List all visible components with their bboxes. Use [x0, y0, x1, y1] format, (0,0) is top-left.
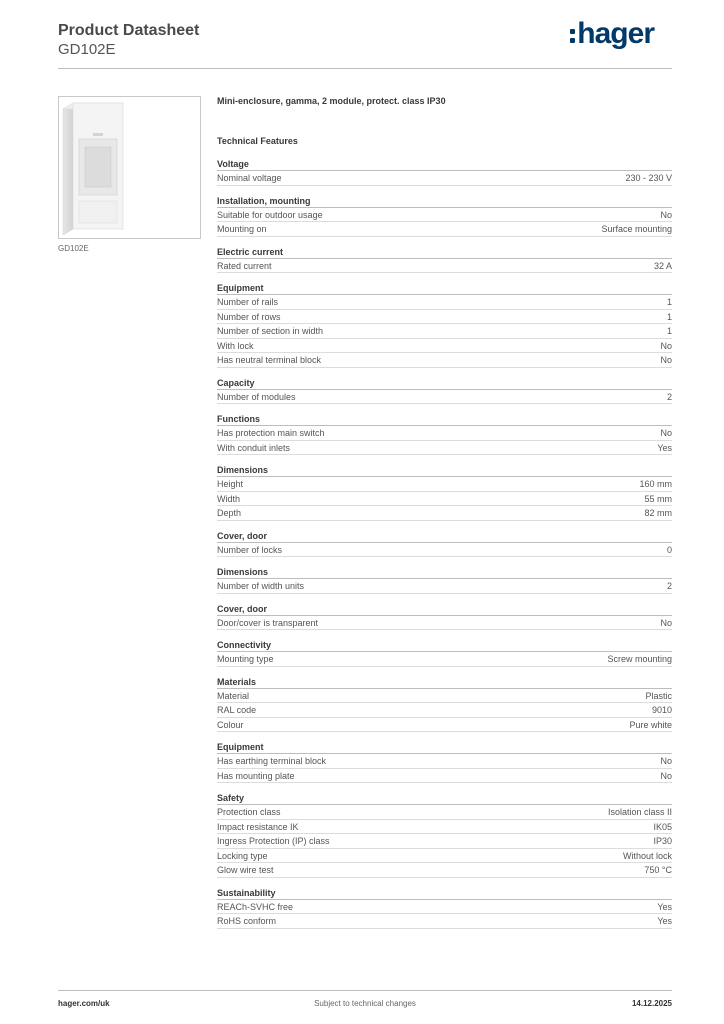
feature-row — [217, 259, 672, 274]
section-title: Voltage — [217, 157, 672, 171]
logo-dots-icon — [570, 29, 575, 43]
feature-label: RoHS conform — [217, 916, 277, 926]
feature-sections — [217, 157, 672, 929]
feature-section — [217, 565, 672, 594]
feature-value: 55 mm — [644, 493, 672, 504]
feature-row — [217, 339, 672, 354]
feature-label: Has protection main switch — [217, 428, 325, 438]
feature-value: Plastic — [645, 690, 672, 701]
section-title: Connectivity — [217, 638, 672, 652]
feature-row — [217, 310, 672, 325]
feature-label: Number of modules — [217, 391, 296, 402]
feature-value: Yes — [657, 442, 672, 453]
feature-row — [217, 689, 672, 704]
feature-label: Door/cover is transparent — [217, 617, 319, 628]
feature-value: Yes — [657, 901, 672, 912]
feature-label: Glow wire test — [217, 865, 274, 875]
feature-section — [217, 245, 672, 274]
feature-value: 82 mm — [644, 508, 672, 518]
feature-row — [217, 477, 672, 492]
feature-row — [217, 914, 672, 929]
feature-label: Number of locks — [217, 544, 283, 555]
feature-row — [217, 426, 672, 441]
feature-value: 1 — [666, 297, 672, 307]
feature-row — [217, 171, 672, 186]
feature-value: 230 - 230 V — [625, 173, 672, 183]
feature-row — [217, 718, 672, 733]
feature-label: Rated current — [217, 260, 272, 271]
technical-features-heading: Technical Features — [217, 136, 298, 146]
feature-value: 0 — [666, 544, 672, 555]
feature-label: Suitable for outdoor usage — [217, 209, 323, 220]
feature-label: Number of rails — [217, 297, 279, 307]
section-title: Dimensions — [217, 565, 672, 579]
feature-value: 2 — [666, 581, 672, 591]
feature-section — [217, 675, 672, 733]
feature-value: No — [660, 617, 672, 628]
feature-value: Screw mounting — [607, 654, 672, 664]
feature-row — [217, 754, 672, 769]
feature-row — [217, 805, 672, 820]
technical-content — [217, 94, 672, 937]
feature-label: Has earthing terminal block — [217, 756, 327, 766]
feature-value: Yes — [657, 916, 672, 926]
logo-text: hager — [577, 17, 654, 50]
feature-label: Height — [217, 479, 244, 489]
feature-value: 1 — [666, 311, 672, 322]
feature-label: Number of rows — [217, 311, 281, 322]
feature-row — [217, 616, 672, 631]
feature-label: Material — [217, 690, 250, 701]
section-title: Cover, door — [217, 602, 672, 616]
feature-value: Surface mounting — [601, 224, 672, 234]
feature-row — [217, 652, 672, 667]
feature-value: No — [660, 756, 672, 766]
feature-label: RAL code — [217, 705, 257, 715]
feature-row — [217, 295, 672, 310]
feature-label: Depth — [217, 508, 242, 518]
feature-row — [217, 579, 672, 594]
section-title: Sustainability — [217, 886, 672, 900]
image-caption: GD102E — [58, 244, 89, 253]
product-image — [58, 96, 201, 239]
feature-value: 160 mm — [639, 479, 672, 489]
section-title: Equipment — [217, 281, 672, 295]
feature-label: Protection class — [217, 807, 281, 817]
feature-value: No — [660, 428, 672, 438]
feature-row — [217, 222, 672, 237]
feature-section — [217, 194, 672, 237]
feature-row — [217, 208, 672, 223]
feature-label: Has neutral terminal block — [217, 355, 322, 365]
feature-value: Pure white — [629, 719, 672, 730]
feature-label: Locking type — [217, 850, 268, 861]
feature-row — [217, 849, 672, 864]
section-title: Dimensions — [217, 463, 672, 477]
footer-website: hager.com/uk — [58, 999, 110, 1008]
feature-row — [217, 492, 672, 507]
feature-row — [217, 390, 672, 405]
footer-date: 14.12.2025 — [631, 999, 672, 1008]
feature-section — [217, 740, 672, 783]
feature-label: Mounting on — [217, 224, 267, 234]
feature-value: 2 — [666, 391, 672, 402]
feature-label: Number of width units — [217, 581, 305, 591]
feature-section — [217, 886, 672, 929]
feature-row — [217, 769, 672, 784]
feature-label: With conduit inlets — [217, 442, 291, 453]
footer-note: Subject to technical changes — [314, 999, 416, 1008]
feature-row — [217, 353, 672, 368]
feature-label: REACh-SVHC free — [217, 901, 294, 912]
feature-value: No — [660, 355, 672, 365]
feature-value: 750 °C — [644, 865, 672, 875]
feature-row — [217, 900, 672, 915]
section-title: Capacity — [217, 376, 672, 390]
section-title: Electric current — [217, 245, 672, 259]
feature-section — [217, 791, 672, 878]
feature-section — [217, 602, 672, 631]
enclosure-image-icon — [59, 97, 200, 238]
feature-row — [217, 506, 672, 521]
feature-section — [217, 463, 672, 521]
feature-label: Number of section in width — [217, 326, 324, 336]
feature-label: With lock — [217, 340, 254, 351]
document-subtitle: GD102E — [58, 41, 116, 58]
feature-label: Colour — [217, 719, 244, 730]
section-title: Installation, mounting — [217, 194, 672, 208]
feature-row — [217, 834, 672, 849]
section-title: Equipment — [217, 740, 672, 754]
product-description: Mini-enclosure, gamma, 2 module, protect. class IP30 — [217, 96, 446, 106]
feature-section — [217, 376, 672, 405]
feature-section — [217, 412, 672, 455]
feature-label: Ingress Protection (IP) class — [217, 836, 330, 846]
feature-row — [217, 324, 672, 339]
page-footer — [58, 990, 672, 1012]
feature-row — [217, 703, 672, 718]
hager-logo — [570, 18, 654, 50]
section-title: Cover, door — [217, 529, 672, 543]
feature-label: Width — [217, 493, 241, 504]
feature-label: Has mounting plate — [217, 770, 295, 781]
feature-row — [217, 543, 672, 558]
document-title: Product Datasheet — [58, 22, 200, 39]
section-title: Materials — [217, 675, 672, 689]
feature-row — [217, 820, 672, 835]
page-header — [58, 17, 672, 69]
feature-value: 1 — [666, 326, 672, 336]
feature-section — [217, 638, 672, 667]
feature-section — [217, 529, 672, 558]
feature-value: Without lock — [622, 850, 672, 861]
feature-label: Impact resistance IK — [217, 821, 299, 832]
feature-value: No — [660, 209, 672, 220]
feature-section — [217, 157, 672, 186]
feature-label: Mounting type — [217, 654, 274, 664]
feature-value: IK05 — [653, 821, 672, 832]
feature-value: 32 A — [653, 260, 672, 271]
feature-value: IP30 — [653, 836, 672, 846]
feature-section — [217, 281, 672, 368]
section-title: Functions — [217, 412, 672, 426]
feature-value: Isolation class II — [607, 807, 672, 817]
feature-value: No — [660, 340, 672, 351]
feature-row — [217, 863, 672, 878]
feature-value: No — [660, 770, 672, 781]
feature-row — [217, 441, 672, 456]
section-title: Safety — [217, 791, 672, 805]
feature-value: 9010 — [651, 705, 672, 715]
feature-label: Nominal voltage — [217, 173, 282, 183]
